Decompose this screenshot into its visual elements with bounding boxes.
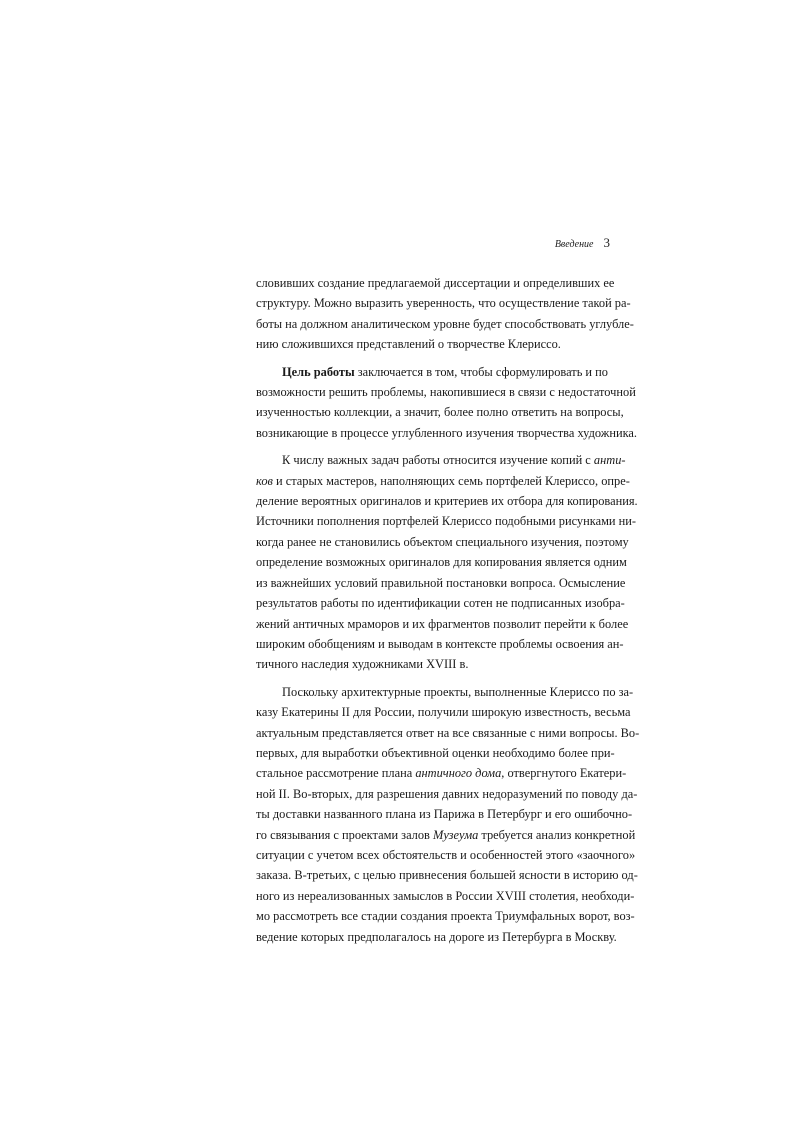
italic-term: ков	[256, 473, 273, 488]
paragraph-2	[256, 362, 638, 444]
text-line: определение возможных оригиналов для копирования является одним	[256, 555, 627, 570]
text-line: К числу важных задач работы относится изучение копий с анти-	[282, 453, 626, 468]
text-line: возникающие в процессе углубленного изучения творчества художника.	[256, 425, 638, 440]
text-line: мо рассмотреть все стадии создания проекта Триумфальных ворот, воз-	[256, 909, 635, 924]
running-header	[430, 234, 610, 252]
text-line: ной II. Во-вторых, для разрешения давних недоразумений по поводу да-	[256, 786, 638, 801]
text-line: ков и старых мастеров, наполняющих семь портфелей Клериссо, опре-	[256, 473, 630, 488]
text-line: Поскольку архитектурные проекты, выполненные Клериссо по за-	[282, 684, 634, 699]
text-line: казу Екатерины II для России, получили широкую известность, весьма	[256, 705, 631, 720]
bold-term: Цель работы	[282, 364, 355, 379]
italic-term: Музеума	[433, 827, 479, 842]
text-line: тичного наследия художниками XVIII в.	[256, 657, 469, 672]
text-line: первых, для выработки объективной оценки необходимо более при-	[256, 745, 615, 760]
italic-term: анти-	[593, 453, 626, 468]
text-line: актуальным представляется ответ на все связанные с ними вопросы. Во-	[256, 725, 640, 740]
text-line: ведение которых предполагалось на дороге из Петербурга в Москву.	[256, 929, 617, 944]
body-text	[256, 273, 640, 947]
text-line: изученностью коллекции, а значит, более полно ответить на вопросы,	[256, 405, 624, 420]
text-line: жений античных мраморов и их фрагментов позволит перейти к более	[256, 616, 629, 631]
text-line: ситуации с учетом всех обстоятельств и особенностей этого «заочного»	[256, 847, 636, 862]
text-line: словивших создание предлагаемой диссертации и определивших ее	[256, 276, 615, 290]
paragraph-4	[256, 682, 640, 947]
text-line: го связывания с проектами залов Музеума требуется анализ конкретной	[256, 827, 636, 842]
paragraph-3	[256, 450, 638, 674]
text-line: из важнейших условий правильной постановки вопроса. Осмысление	[256, 575, 626, 590]
text-line: стальное рассмотрение плана античного дома, отвергнутого Екатери-	[256, 766, 627, 781]
text-line: возможности решить проблемы, накопившиеся в связи с недостаточной	[256, 385, 636, 400]
text-line: нию сложившихся представлений о творчестве Клериссо.	[256, 337, 561, 352]
text-line: боты на должном аналитическом уровне будет способствовать углубле-	[256, 316, 634, 331]
italic-term: античного дома	[415, 766, 502, 781]
text-line: результатов работы по идентификации сотен не подписанных изобра-	[256, 596, 625, 611]
text-line: Цель работы заключается в том, чтобы сформулировать и по	[282, 364, 608, 379]
text-line: ты доставки названного плана из Парижа в Петербург и его ошибочно-	[256, 807, 633, 822]
paragraph-1	[256, 273, 634, 355]
page-number: 3	[603, 235, 610, 250]
text-line: деление вероятных оригиналов и критериев их отбора для копирования.	[256, 494, 638, 509]
text-line: широким обобщениям и выводам в контексте проблемы освоения ан-	[256, 636, 624, 651]
text-line: когда ранее не становились объектом специального изучения, поэтому	[256, 534, 629, 549]
text-line: структуру. Можно выразить уверенность, что осуществление такой ра-	[256, 296, 631, 311]
text-line: ного из нереализованных замыслов в России XVIII столетия, необходи-	[256, 888, 635, 903]
text-line: заказа. В-третьих, с целью привнесения большей ясности в историю од-	[256, 868, 638, 883]
section-title: Введение	[554, 239, 594, 250]
text-line: Источники пополнения портфелей Клериссо подобными рисунками ни-	[256, 514, 637, 529]
